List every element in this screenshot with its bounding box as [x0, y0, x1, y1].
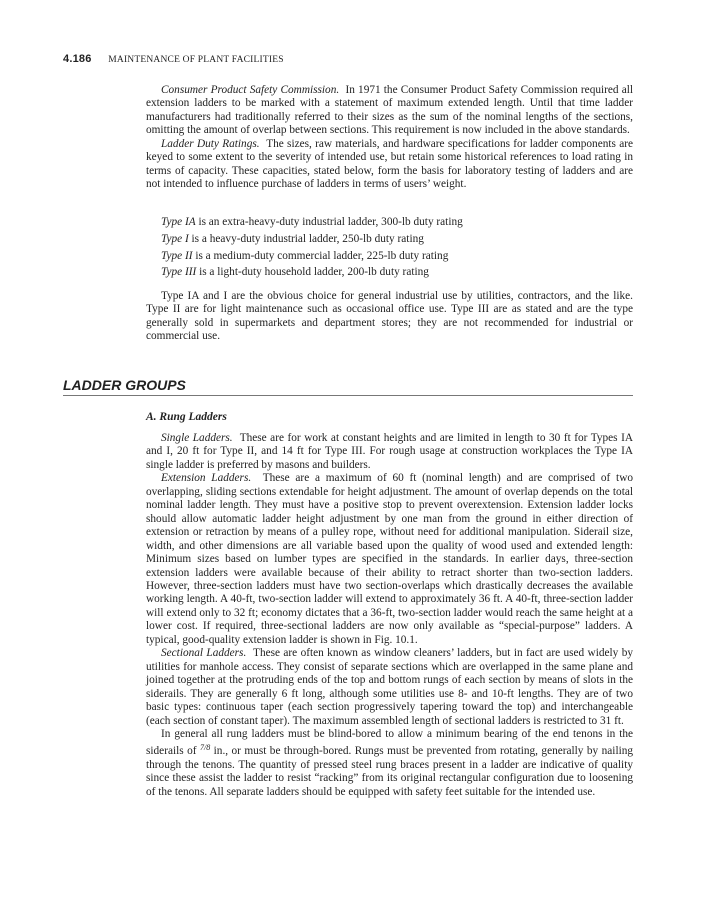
paragraph-lead: Single Ladders.: [161, 432, 233, 444]
paragraph-text: These are a maximum of 60 ft (nominal length) and are comprised of two overlapping, sliding sections extendable for height adjustment. The amount of overlap depends on the total nominal ladder length. They must have a positive stop to prevent overextension. Extension ladder locks should allow automatic ladder height adjustment by one man from the ground in either direction of extension or retraction by means of a pulley rope, without need for additional manipulation. Siderail size, width, and other dimensions are all variable based upon the quality of wood used and extended length: Minimum sizes based on lumber types are specified in the standards. In earlier days, three-section extension ladders were available because of their ability to retract shorter than two-section ladders. However, three-section ladders must have two section-overlaps which drastically decreases the available working length. A 40-ft, two-section ladder will extend to approximately 36 ft. A 40-ft, three-section ladder will extend only to 32 ft; economy dictates that a 36-ft, two-section ladder would reach the same height at a lower cost. If required, three-sectional ladders are now only available as “special-purpose” ladders. A typical, good-quality extension ladder is shown in Fig. 10.1.: [146, 472, 633, 646]
paragraph-text: In general all rung ladders must be blind-bored to allow a minimum bearing of the end tenons in the siderails of: [146, 727, 633, 758]
fraction: 7/8: [199, 743, 211, 753]
paragraph: [146, 432, 633, 472]
list-item: [161, 248, 463, 265]
list-item: [161, 231, 463, 248]
type-desc: is a heavy-duty industrial ladder, 250-lb duty rating: [191, 232, 424, 245]
paragraph: [146, 647, 633, 728]
type-name: Type IA: [161, 216, 196, 228]
paragraph-text: In 1971 the Consumer Product Safety Commission required all extension ladders to be marked with a statement of maximum extended length. Until that time ladder manufacturers had traditionally referred to their sizes as the sum of the nominal lengths of the sections, omitting the amount of overlap between sections. This requirement is now included in the above standards.: [146, 84, 633, 137]
paragraph-lead: Extension Ladders.: [161, 472, 252, 485]
paragraph-lead: Sectional Ladders.: [161, 647, 247, 660]
intro-section: [146, 84, 633, 192]
paragraph: [146, 728, 633, 799]
type-name: Type II: [161, 249, 193, 262]
rung-ladders-section: [146, 432, 633, 799]
type-name: Type I: [161, 232, 189, 245]
paragraph: [146, 84, 633, 138]
type-name: Type III: [161, 266, 197, 279]
paragraph-lead: Ladder Duty Ratings.: [161, 137, 260, 150]
paragraph: [146, 472, 633, 647]
type-desc: is a light-duty household ladder, 200-lb duty rating: [199, 266, 429, 279]
after-types-section: [146, 290, 633, 344]
subsection-heading: A. Rung Ladders: [146, 411, 227, 423]
list-item: [161, 214, 463, 231]
paragraph-lead: Consumer Product Safety Commission.: [161, 84, 340, 96]
running-header: [63, 53, 284, 65]
paragraph-text: The sizes, raw materials, and hardware specifications for ladder components are keyed to some extent to the severity of intended use, but retain some historical references to load rating in terms of capacity. These capacities, stated below, form the basis for laboratory testing of ladders and are not intended to influence purchase of ladders in terms of users’ weight.: [146, 137, 633, 191]
paragraph-text: These are for work at constant heights and are limited in length to 30 ft for Types IA and I, 20 ft for Type II, and 14 ft for Type III. For rough usage at construction workplaces the Type IA single ladder is preferred by masons and builders.: [146, 432, 634, 471]
paragraph-text: in., or must be through-bored. Rungs must be prevented from rotating, generally by nailing through the tenons. The quantity of pressed steel rung braces present in a ladder are indicative of quality since these assist the ladder to resist “racking” from its original rectangular configuration due to loosening of the tenons. All separate ladders should be equipped with safety feet suitable for the intended use.: [146, 745, 634, 798]
list-item: [161, 264, 463, 281]
paragraph-text: These are often known as window cleaners’ ladders, but in fact are used widely by utilities for manhole access. They consist of separate sections which are overlapped in the same plane and joined together at the protruding ends of the top and bottom rungs of each section by means of slots in the siderails. They are generally 6 ft long, although some utilities use 8- and 10-ft lengths. They are of two basic types: continuous taper (each section progressively tapering toward the top) and interchangeable (each section of constant taper). The maximum assembled length of sectional ladders is restricted to 31 ft.: [146, 647, 633, 727]
paragraph: Type IA and I are the obvious choice for general industrial use by utilities, contractors, and the like. Type II are for light maintenance such as occasional office use. Type III are as stated and are the type generally sold in supermarkets and department stores; they are not recommended for industrial or commercial use.: [146, 290, 633, 343]
paragraph: [146, 138, 633, 192]
ladder-type-list: [161, 214, 463, 281]
page-number: 4.186: [63, 53, 92, 65]
section-heading: LADDER GROUPS: [63, 377, 633, 396]
running-title: MAINTENANCE OF PLANT FACILITIES: [108, 55, 284, 65]
type-desc: is a medium-duty commercial ladder, 225-lb duty rating: [195, 249, 449, 262]
type-desc: is an extra-heavy-duty industrial ladder, 300-lb duty rating: [198, 216, 463, 228]
